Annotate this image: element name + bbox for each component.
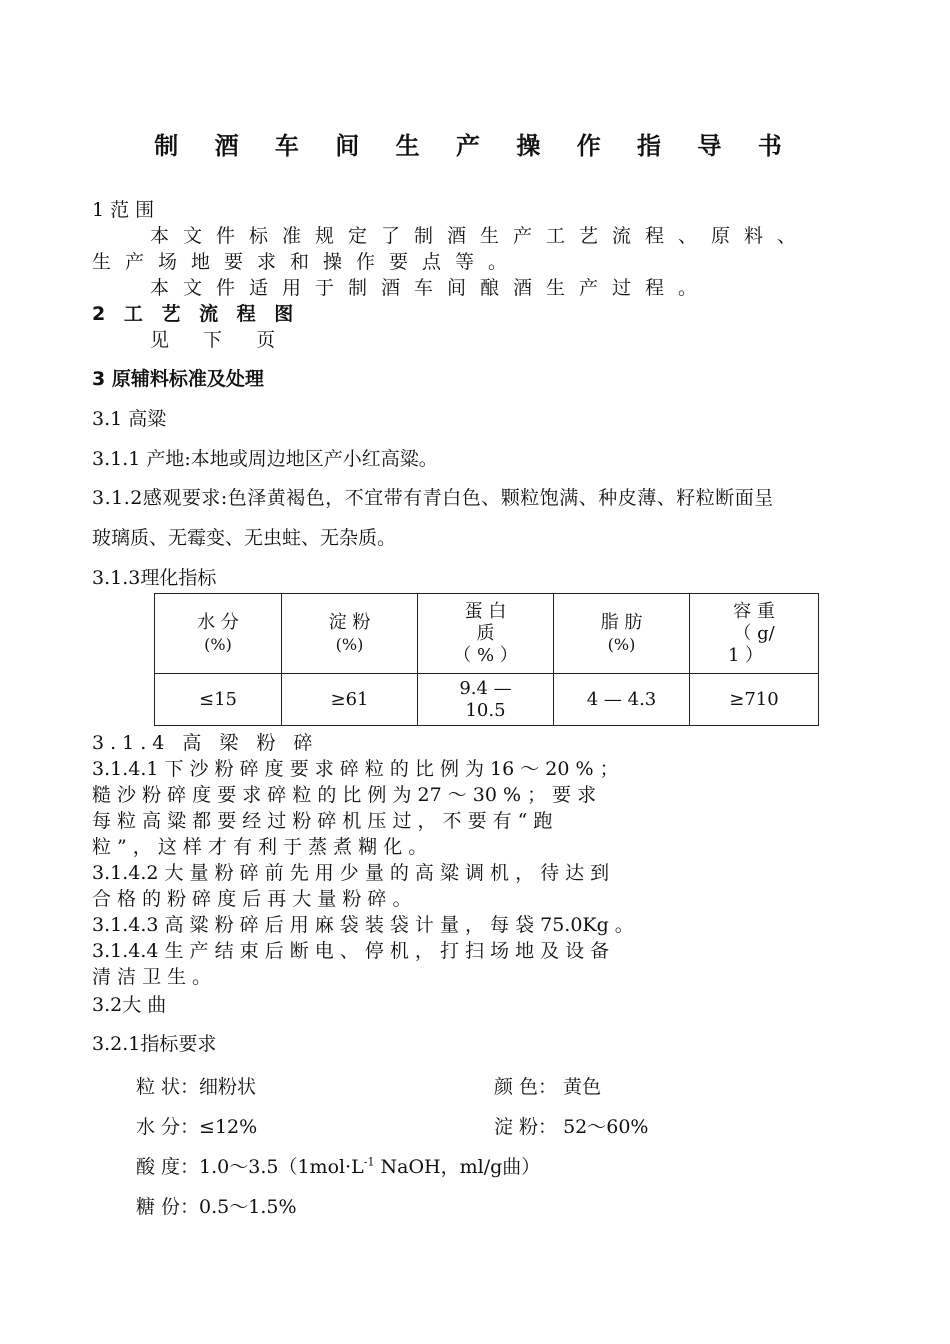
header-cell-density: 容 重 （ g/ 1 ） [690, 594, 819, 674]
section-1-line-3: 本文件适用于制酒车间酿酒生产过程。 [150, 277, 712, 299]
section-3-1-4-3: 3.1.4.3 高 粱 粉 碎 后 用 麻 袋 装 袋 计 量 ， 每 袋 75.0Kg 。 [92, 914, 634, 936]
section-3-1-1: 3.1.1 产地:本地或周边地区产小红高粱。 [92, 448, 438, 470]
cell-fat: 4 — 4.3 [554, 674, 690, 726]
section-3-1-4-2-line-2: 合 格 的 粉 碎 度 后 再 大 量 粉 碎 。 [92, 888, 412, 910]
section-3-heading: 3 原辅料标准及处理 [92, 368, 264, 390]
cell-starch: ≥61 [282, 674, 418, 726]
header-cell-protein: 蛋 白 质 （ % ） [418, 594, 554, 674]
spec-acidity: 酸 度：$1.0\sim 3.5(1mol\cdot L^{-1}$ NaOH，ml/g曲） [136, 1155, 541, 1178]
section-3-2: 3.2大 曲 [92, 994, 167, 1016]
section-3-1-4: 3.1.4 高 梁 粉 碎 [92, 732, 319, 754]
section-3-1-4-1-line-3: 每 粒 高 粱 都 要 经 过 粉 碎 机 压 过 ， 不 要 有 “ 跑 [92, 810, 553, 832]
spec-color: 颜 色： 黄色 [494, 1076, 602, 1098]
cell-protein: 9.4 — 10.5 [418, 674, 554, 726]
cell-density: ≥710 [690, 674, 819, 726]
section-1-line-1: 本文件标准规定了制酒生产工艺流程、原料、 [150, 225, 811, 247]
table-row [155, 674, 819, 726]
spec-moisture: 水 分：≤12% [136, 1116, 258, 1138]
section-3-1-2-line-1: 3.1.2感观要求:色泽黄褐色，不宜带有青白色、颗粒饱满、种皮薄、籽粒断面呈 [92, 487, 774, 509]
spec-starch: 淀 粉： 52～60% [494, 1116, 649, 1138]
spec-granule: 粒 状：细粉状 [136, 1076, 257, 1098]
section-2-text: 见 下 页 [150, 329, 290, 351]
header-cell-fat: 脂 肪 (%) [554, 594, 690, 674]
header-cell-moisture: 水 分 (%) [155, 594, 282, 674]
section-3-1: 3.1 高粱 [92, 408, 167, 430]
physicochemical-table [154, 593, 819, 726]
section-3-1-2-line-2: 玻璃质、无霉变、无虫蛀、无杂质。 [92, 527, 397, 549]
table-header-row [155, 594, 819, 674]
section-1-line-2: 生产场地要求和操作要点等。 [92, 251, 522, 273]
section-3-1-4-1-line-4: 粒 ” ， 这 样 才 有 利 于 蒸 煮 糊 化 。 [92, 836, 428, 858]
section-3-1-4-1-line-1: 3.1.4.1 下 沙 粉 碎 度 要 求 碎 粒 的 比 例 为 16 ～ 20 % ； [92, 758, 619, 780]
section-3-1-4-4-line-2: 清 洁 卫 生 。 [92, 966, 212, 988]
section-3-1-4-4-line-1: 3.1.4.4 生 产 结 束 后 断 电 、 停 机 ， 打 扫 场 地 及 设 备 [92, 940, 610, 962]
section-2-heading: 2 工 艺 流 程 图 [92, 303, 300, 325]
section-3-1-4-1-line-2: 糙 沙 粉 碎 度 要 求 碎 粒 的 比 例 为 27 ～ 30 % ； 要 求 [92, 784, 597, 806]
section-3-2-1: 3.2.1指标要求 [92, 1033, 217, 1055]
section-3-1-3: 3.1.3理化指标 [92, 567, 217, 589]
cell-moisture: ≤15 [155, 674, 282, 726]
header-cell-starch: 淀 粉 (%) [282, 594, 418, 674]
section-3-1-4-2-line-1: 3.1.4.2 大 量 粉 碎 前 先 用 少 量 的 高 粱 调 机 ， 待 达 到 [92, 862, 610, 884]
spec-sugar: 糖 份：0.5～1.5% [136, 1196, 297, 1218]
page-title: 制 酒 车 间 生 产 操 作 指 导 书 [154, 132, 796, 160]
section-1-heading: 1 范 围 [92, 199, 155, 221]
